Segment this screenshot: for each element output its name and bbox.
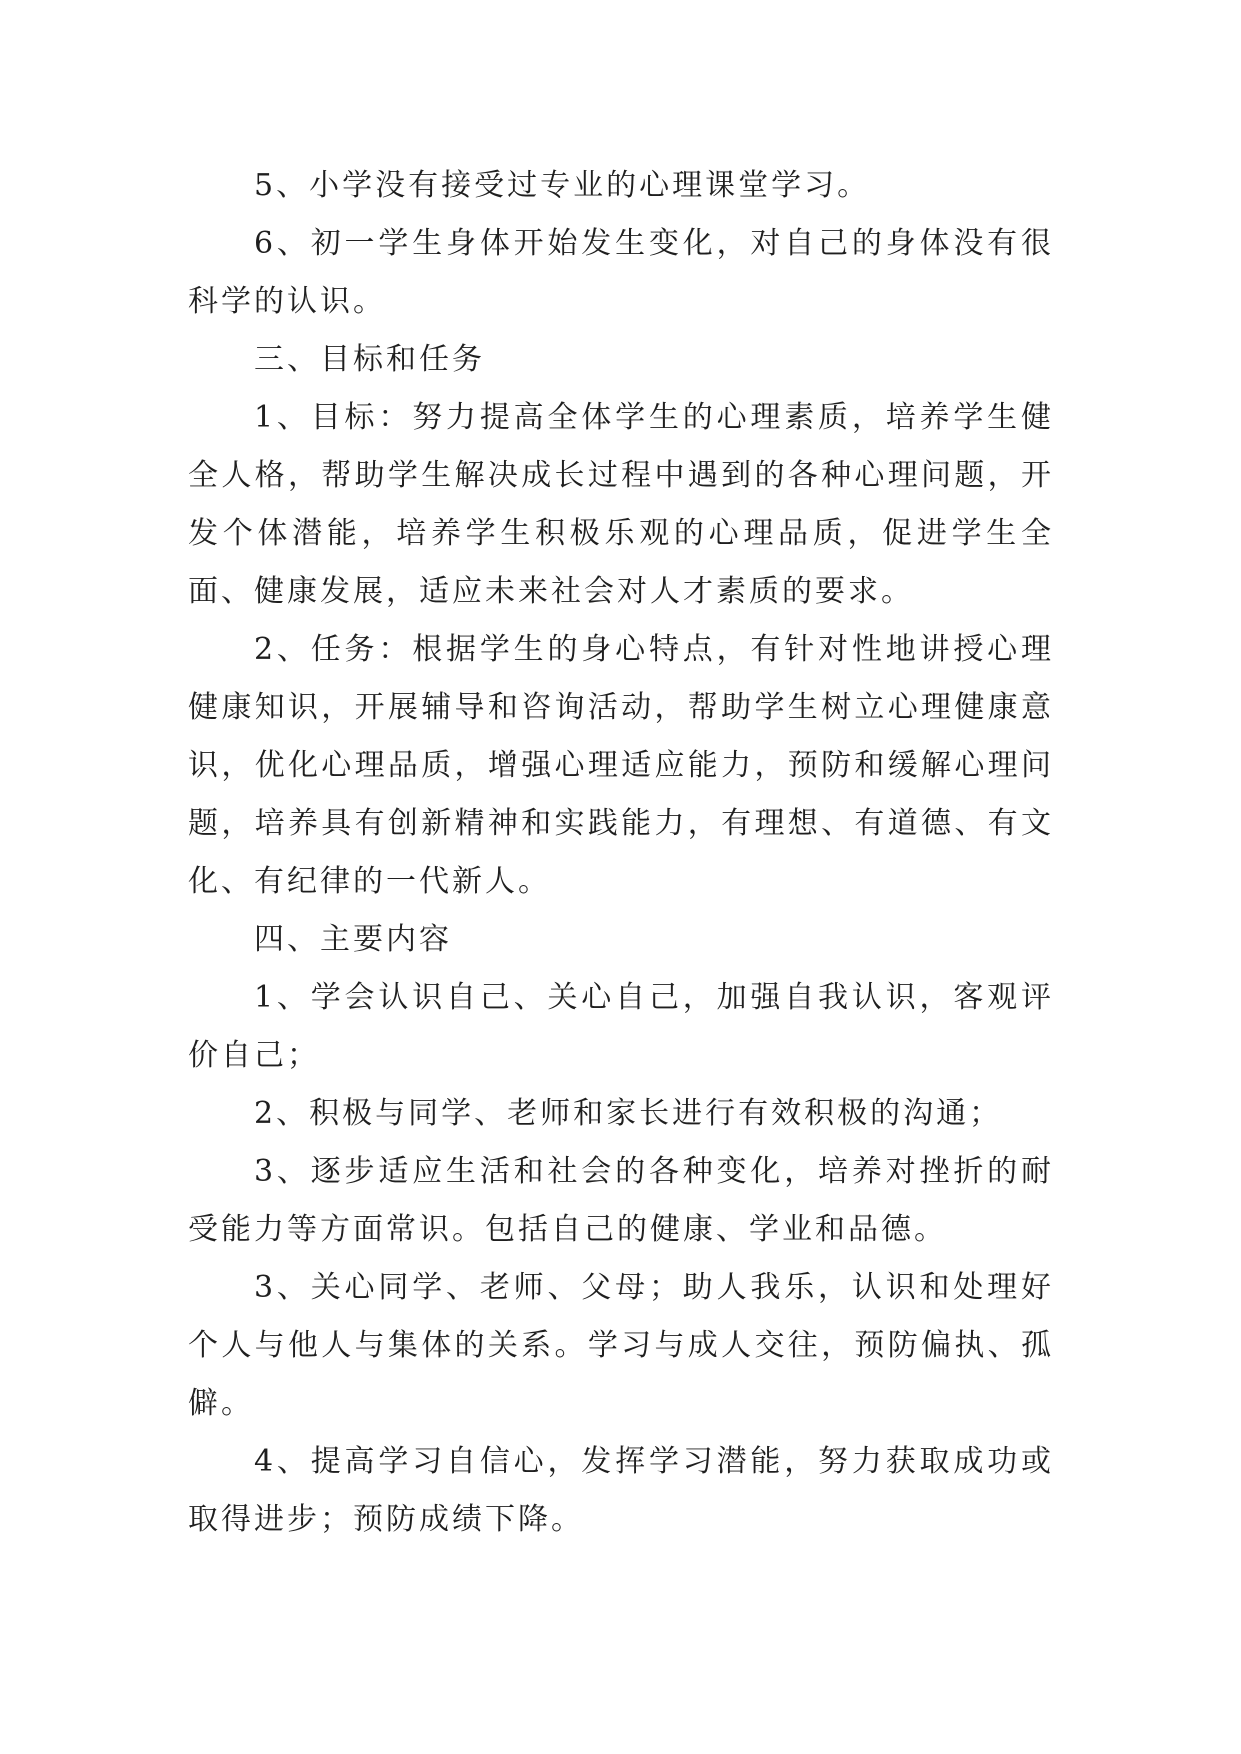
paragraph-content-3a: 3、逐步适应生活和社会的各种变化，培养对挫折的耐受能力等方面常识。包括自己的健康、学业和品德。 — [188, 1154, 1054, 1247]
paragraph-task: 2、任务：根据学生的身心特点，有针对性地讲授心理健康知识，开展辅导和咨询活动，帮助学生树立心理健康意识，优化心理品质，增强心理适应能力，预防和缓解心理问题，培养具有创新精神和实践能力，有理想、有道德、有文化、有纪律的一代新人。 — [188, 632, 1054, 899]
paragraph-content-4: 4、提高学习自信心，发挥学习潜能，努力获取成功或取得进步；预防成绩下降。 — [188, 1444, 1054, 1537]
paragraph-content-1: 1、学会认识自己、关心自己，加强自我认识，客观评价自己； — [188, 980, 1054, 1073]
section-heading-goals: 三、目标和任务 — [254, 342, 485, 377]
document-body — [188, 157, 1054, 1549]
paragraph-item-6: 6、初一学生身体开始发生变化，对自己的身体没有很科学的认识。 — [188, 226, 1054, 319]
paragraph-item-5: 5、小学没有接受过专业的心理课堂学习。 — [254, 168, 871, 203]
paragraph-content-2: 2、积极与同学、老师和家长进行有效积极的沟通； — [254, 1096, 1003, 1131]
paragraph-content-3b: 3、关心同学、老师、父母；助人我乐，认识和处理好个人与他人与集体的关系。学习与成人交往，预防偏执、孤僻。 — [188, 1270, 1054, 1421]
paragraph-goal: 1、目标：努力提高全体学生的心理素质，培养学生健全人格，帮助学生解决成长过程中遇到的各种心理问题，开发个体潜能，培养学生积极乐观的心理品质，促进学生全面、健康发展，适应未来社会对人才素质的要求。 — [188, 400, 1054, 609]
section-heading-main-content: 四、主要内容 — [254, 922, 452, 957]
